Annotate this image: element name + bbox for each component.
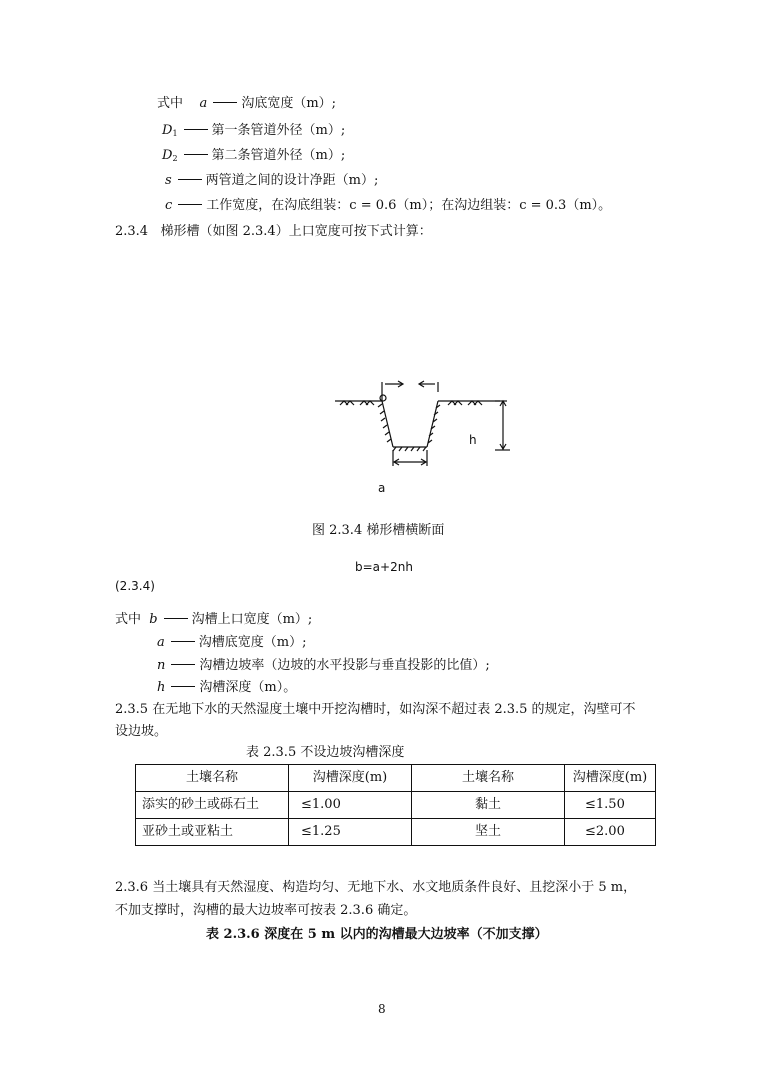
def-text: 沟槽深度（m）。 [199,680,297,695]
def-d1-line [162,124,345,138]
table-cell: 黏土 [412,792,565,819]
figure-a-label: a [378,481,386,495]
def-s-line [165,174,378,187]
def-d2-line [162,149,345,163]
def-text: 两管道之间的设计净距（m）; [205,173,379,188]
section-2-3-6-line1: 2.3.6 当土壤具有天然湿度、构造均匀、无地下水、水文地质条件良好、且挖深小于 5 m， [115,880,637,895]
figure-h-label: h [469,433,477,447]
def-b-line [115,613,312,626]
def-text: 沟槽边坡率（边坡的水平投影与垂直投影的比值）; [199,658,490,673]
table-cell: ≤1.25 [289,819,412,846]
symbol: h [157,680,166,695]
table-header-cell: 沟槽深度(m) [289,765,412,792]
def-text: 沟底宽度（m）; [241,96,337,111]
table-cell: ≤2.00 [565,819,656,846]
symbol: D [162,123,173,138]
table-row [136,792,656,819]
subscript: 1 [172,129,178,138]
symbol: n [157,658,166,673]
symbol: D [162,148,173,163]
def-n-line [157,659,490,672]
def-a-line [157,97,336,110]
table-cell: ≤1.50 [565,792,656,819]
left-slope [382,401,393,447]
def-h-line [157,681,296,694]
symbol: b [149,612,158,627]
table-cell: 添实的砂土或砾石土 [136,792,289,819]
section-2-3-4 [115,225,432,238]
subscript: 2 [172,154,178,163]
formula-number: (2.3.4) [115,579,155,593]
section-2-3-6-line2: 不加支撑时，沟槽的最大边坡率可按表 2.3.6 确定。 [115,903,417,918]
symbol: c [165,198,173,213]
def-prefix: 式中 [115,612,142,627]
def-text: 沟槽底宽度（m）; [198,635,307,650]
symbol: a [199,96,208,111]
table-2-3-5-title: 表 2.3.5 不设边坡沟槽深度 [246,745,405,760]
table-cell: 亚砂土或亚粘土 [136,819,289,846]
section-2-3-5-line2: 设边坡。 [115,724,168,739]
def-text: 第二条管道外径（m）; [211,148,346,163]
def-prefix: 式中 [157,96,184,111]
def-a2-line [157,636,306,649]
figure-caption: 图 2.3.4 梯形槽横断面 [312,523,445,538]
page-number: 8 [378,1002,386,1016]
table-cell: 坚土 [412,819,565,846]
section-2-3-5-line1: 2.3.5 在无地下水的天然湿度土壤中开挖沟槽时，如沟深不超过表 2.3.5 的规定，沟壁可不 [115,702,636,717]
formula: b=a+2nh [355,560,413,574]
symbol: s [165,173,172,188]
section-text: 梯形槽（如图 2.3.4）上口宽度可按下式计算： [160,224,432,239]
def-text: 工作宽度，在沟底组装：c = 0.6（m）；在沟边组装：c = 0.3（m）。 [206,198,612,213]
table-header-cell: 土壤名称 [412,765,565,792]
section-number: 2.3.4 [115,224,149,239]
symbol: a [157,635,165,650]
def-c-line [165,199,611,212]
def-text: 第一条管道外径（m）; [211,123,346,138]
table-cell: ≤1.00 [289,792,412,819]
trench-figure [330,370,520,500]
table-2-3-5 [135,764,656,846]
table-header-cell: 土壤名称 [136,765,289,792]
table-row [136,819,656,846]
table-header-cell: 沟槽深度(m) [565,765,656,792]
def-text: 沟槽上口宽度（m）; [191,612,313,627]
table-2-3-6-title: 表 2.3.6 深度在 5 m 以内的沟槽最大边坡率（不加支撑） [206,927,548,942]
table-header-row [136,765,656,792]
